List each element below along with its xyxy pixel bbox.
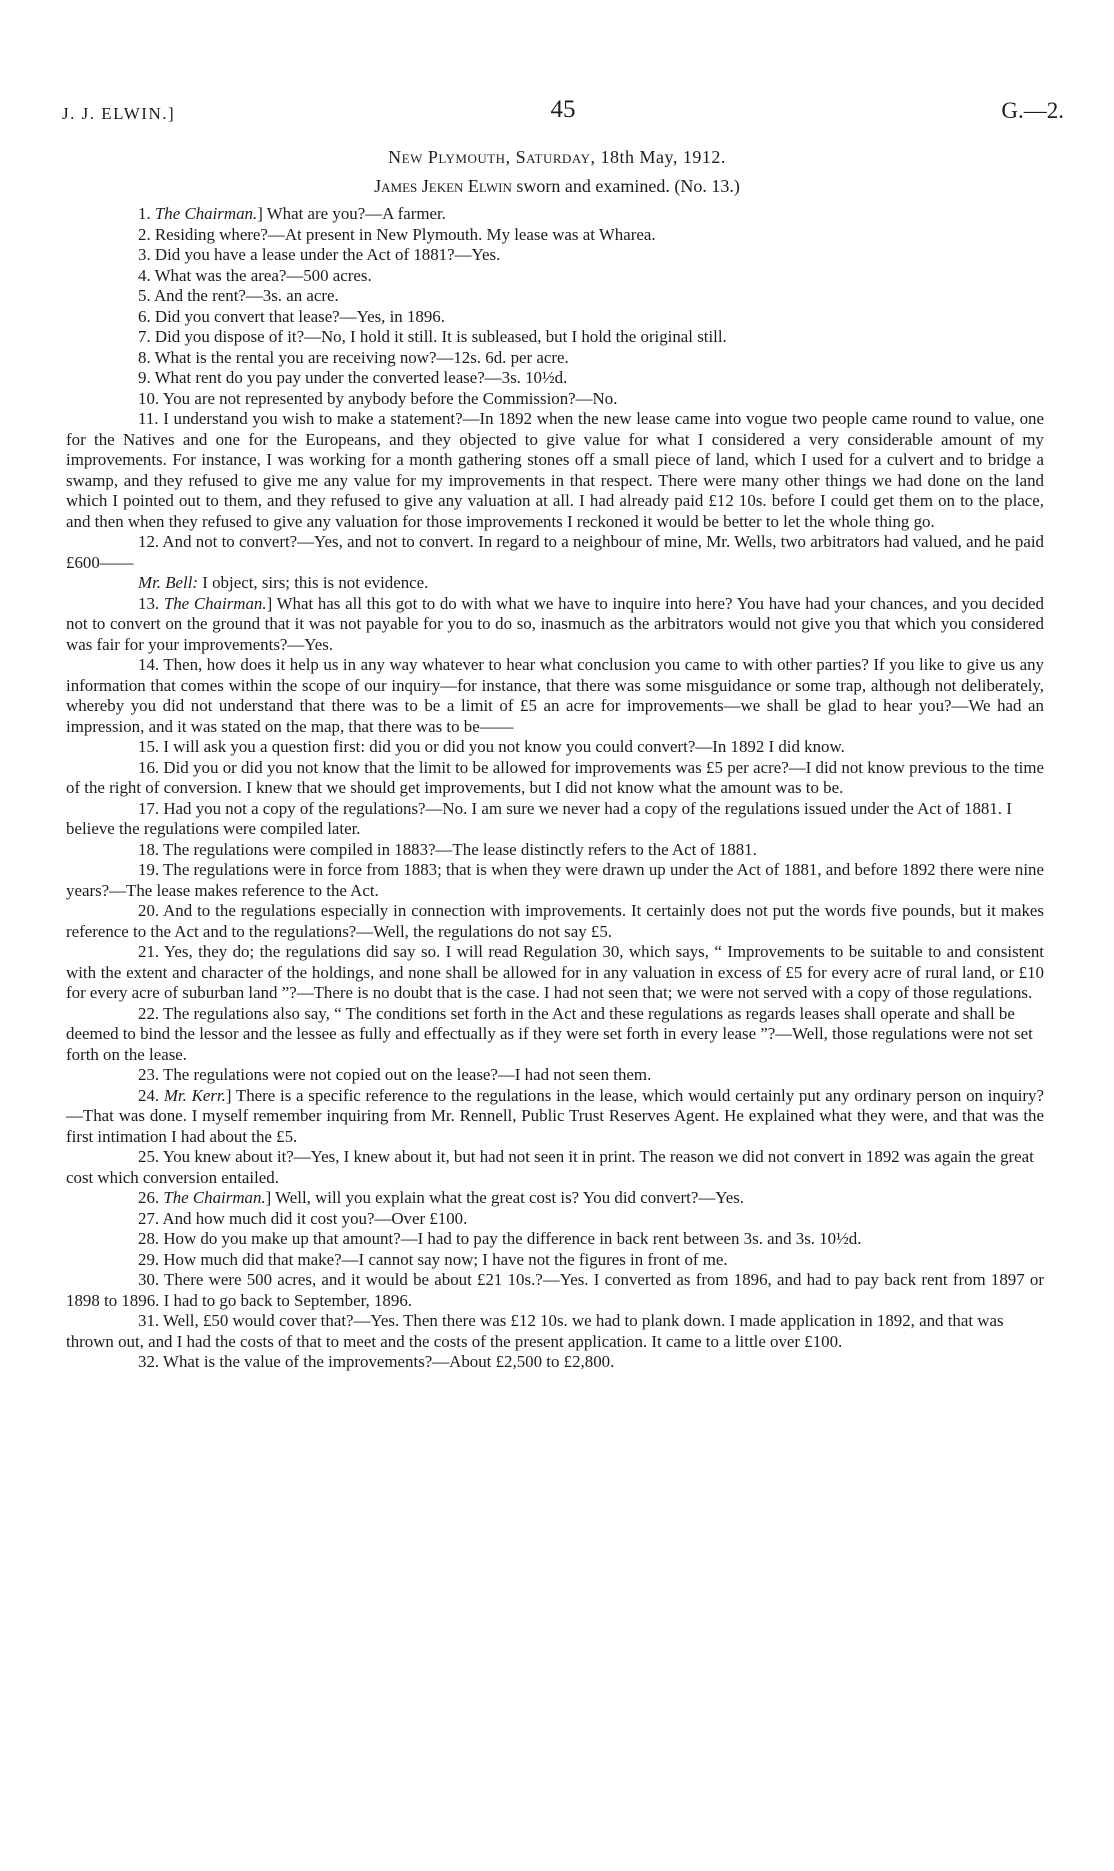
paragraph [66,1229,1044,1250]
paragraph-text: 28. How do you make up that amount?—I had to pay the difference in back rent between 3s. and 3s. 10½d. [138,1229,862,1248]
paragraph-text: 5. And the rent?—3s. an acre. [138,286,339,305]
witness-heading [0,176,1114,197]
paragraph [66,1004,1044,1066]
paragraph-text: 16. Did you or did you not know that the limit to be allowed for improvements was £5 per acre?—I did not know previous to the time of the right of conversion. I knew that we should get improvements, but I did not know what the amount was to be. [66,757,1044,797]
paragraph-text: ] What has all this got to do with what we have to inquire into here? You have had your chances, and you decided not to convert on the ground that it was not payable for you to do so, inasmuch as the arbitrators would not give you that which you considered was fair for your improvements?—Yes. [66,593,1044,654]
paragraph-text: 29. How much did that make?—I cannot say now; I have not the figures in front of me. [138,1249,728,1269]
paragraph-text: I object, sirs; this is not evidence. [198,573,429,592]
paragraph [66,758,1044,799]
paragraph [66,225,1044,246]
paragraph [66,266,1044,287]
dateline-place: New Plymouth, Saturday, [388,147,596,167]
paragraph-text: 32. What is the value of the improvements?—About £2,500 to £2,800. [138,1352,615,1371]
paragraph-text: 11. I understand you wish to make a statement?—In 1892 when the new lease came into vogue two people came round to value, one for the Natives and one for the Europeans, and they objected to give value for what I considered a very considerable amount of my improvements. For instance, I was working for a month gathering stones off a small piece of land, which I used for a culvert and to bridge a swamp, and they refused to give me any value for my improvements in that respect. There were many other things we had done on the land which I pointed out to them, and they refused to give any valuation at all. I had already paid £12 10s. before I could get them on to the place, and then when they refused to give any valuation for those improvements I reckoned it would be better to let the whole thing go. [66,409,1044,531]
paragraph [66,1250,1044,1271]
paragraph-text: 7. Did you dispose of it?—No, I hold it still. It is subleased, but I hold the original still. [138,327,727,346]
paragraph-text: 14. Then, how does it help us in any way whatever to hear what conclusion you came to with other parties? If you like to give us any information that comes within the scope of our inquiry—for instance, that there was some misguidance or some trap, although not deliberately, whereby you did not understand that there was to be a limit of £5 an acre for improvements—we shall be glad to hear you?—We had an impression, and it was stated on the map, that there was to be—— [66,655,1044,736]
paragraph-text: 20. And to the regulations especially in connection with improvements. It certainly does not put the words five pounds, but it makes reference to the Act and to the regulations?—Well, the regulations do not say £5. [66,901,1044,941]
paragraph [66,901,1044,942]
paragraph-text: 26. [138,1188,164,1207]
paragraph [66,860,1044,901]
paragraph [66,389,1044,410]
paragraph-text: 22. The regulations also say, “ The conditions set forth in the Act and these regulations as regards leases shall operate and shall be deemed to bind the lessor and the lessee as fully and effectually as if they were set forth in every lease ”?—Well, those regulations were not set forth on the lease. [66,1003,1033,1064]
paragraph [66,737,1044,758]
paragraph-text: 13. [138,593,164,613]
paragraph [66,799,1044,840]
paragraph-text: 27. And how much did it cost you?—Over £100. [138,1208,468,1228]
speaker-name: The Chairman. [163,593,267,613]
dateline-date: 18th May, 1912. [600,147,726,167]
paragraph-text: 30. There were 500 acres, and it would be about £21 10s.?—Yes. I converted as from 1896, and had to pay back rent from 1897 or 1898 to 1896. I had to go back to September, 1896. [66,1270,1044,1310]
paragraph [66,1065,1044,1086]
paragraph-text: 19. The regulations were in force from 1883; that is when they were drawn up under the Act of 1881, and before 1892 there were nine years?—The lease makes reference to the Act. [66,860,1044,900]
paragraph [66,840,1044,861]
paragraph [66,594,1044,656]
paragraph [66,307,1044,328]
paragraph [66,1209,1044,1230]
paragraph [66,1352,1044,1373]
paragraph [66,286,1044,307]
speaker-name: The Chairman. [154,204,258,223]
paragraph-text: 1. [138,204,155,223]
paragraph-text: 23. The regulations were not copied out on the lease?—I had not seen them. [138,1065,652,1084]
paragraph-text: 25. You knew about it?—Yes, I knew about it, but had not seen it in print. The reason we did not convert in 1892 was again the great cost which conversion entailed. [66,1147,1034,1187]
paragraph-text: ] Well, will you explain what the great cost is? You did convert?—Yes. [265,1188,745,1207]
paragraph [66,1147,1044,1188]
paragraph [66,1311,1044,1352]
paragraph [66,245,1044,266]
paragraph-text: 31. Well, £50 would cover that?—Yes. Then there was £12 10s. we had to plank down. I made application in 1892, and that was thrown out, and I had the costs of that to meet and the costs of the present application. It came to a little over £100. [66,1311,1004,1351]
paragraph [66,368,1044,389]
paragraph-text: 8. What is the rental you are receiving now?—12s. 6d. per acre. [138,347,569,367]
paragraph [66,409,1044,532]
speaker-name: The Chairman. [163,1188,266,1207]
header-witness: J. J. ELWIN.] [62,104,176,123]
paragraph [66,204,1044,225]
paragraph [66,942,1044,1004]
dateline [0,147,1114,168]
paragraph-text: 15. I will ask you a question first: did you or did you not know you could convert?—In 1892 I did know. [138,737,845,756]
witness-text: sworn and examined. (No. 13.) [516,176,740,196]
paragraph [66,327,1044,348]
speaker-name: Mr. Bell: [138,573,199,592]
paragraph [66,532,1044,573]
paragraph [66,1086,1044,1148]
paragraph-text: 21. Yes, they do; the regulations did say so. I will read Regulation 30, which says, “ Improvements to be suitable to and consistent with the extent and character of the holdings, and none shall be allowed for in any valuation in excess of £5 for every acre of rural land, or £10 for every acre of suburban land ”?—There is no doubt that is the case. I had not seen that; we were not served with a copy of those regulations. [66,942,1044,1002]
paragraph-text: 9. What rent do you pay under the converted lease?—3s. 10½d. [138,368,568,387]
paragraph-text: 24. [138,1085,164,1105]
page-header [62,96,1064,128]
paragraph-text: 17. Had you not a copy of the regulations?—No. I am sure we never had a copy of the regulations issued under the Act of 1881. I believe the regulations were compiled later. [66,798,1012,838]
paragraph-text: 12. And not to convert?—Yes, and not to convert. In regard to a neighbour of mine, Mr. Wells, two arbitrators had valued, and he paid £600—— [66,532,1044,572]
document-body [66,204,1044,1373]
paragraph-text: 10. You are not represented by anybody before the Commission?—No. [138,388,618,408]
paragraph [66,655,1044,737]
paragraph-text: 3. Did you have a lease under the Act of 1881?—Yes. [138,245,501,264]
speaker-name: Mr. Kerr. [163,1085,226,1105]
paragraph-text: 4. What was the area?—500 acres. [138,265,372,285]
header-reference: G.—2. [1001,98,1064,123]
paragraph-text: 6. Did you convert that lease?—Yes, in 1896. [138,306,445,326]
witness-name: James Jeken Elwin [374,176,512,196]
paragraph [66,573,1044,594]
paragraph-text: ] What are you?—A farmer. [257,204,446,223]
paragraph-text: ] There is a specific reference to the regulations in the lease, which would certainly put any ordinary person on inquiry?—That was done. I myself remember inquiring from Mr. Rennell, Public Trust Reserves Agent. He explained what they were, and that was the first intimation I had about the £5. [66,1085,1044,1146]
paragraph-text: 18. The regulations were compiled in 1883?—The lease distinctly refers to the Act of 1881. [138,839,757,859]
page-number: 45 [550,96,576,123]
paragraph-text: 2. Residing where?—At present in New Plymouth. My lease was at Wharea. [138,224,656,244]
paragraph [66,348,1044,369]
paragraph [66,1270,1044,1311]
paragraph [66,1188,1044,1209]
